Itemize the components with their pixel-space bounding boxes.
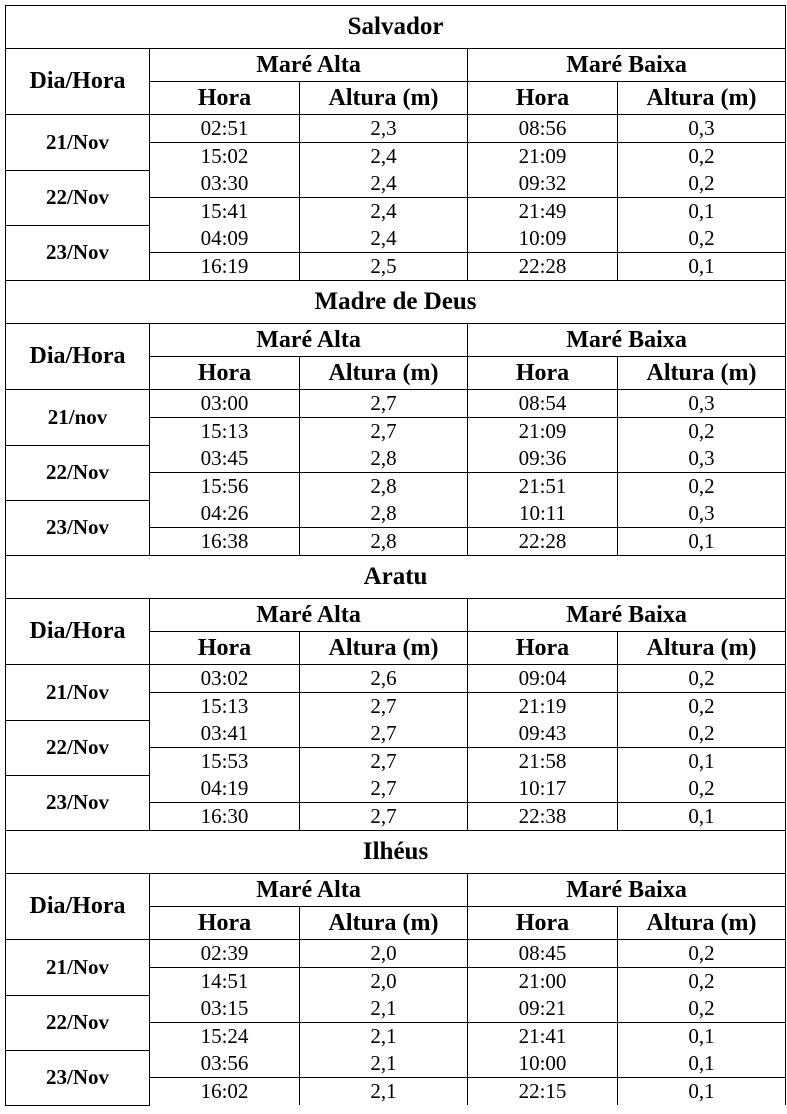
mare-alta-header: Maré Alta [150, 49, 468, 82]
high-tide-height: 2,1 [300, 1078, 468, 1106]
day-cell: 21/Nov [6, 115, 150, 171]
high-tide-time: 04:19 [150, 775, 300, 803]
mare-baixa-header: Maré Baixa [468, 49, 786, 82]
location-title: Madre de Deus [6, 281, 786, 324]
low-tide-time: 10:09 [468, 225, 618, 253]
dia-hora-header: Dia/Hora [6, 874, 150, 940]
low-tide-time: 21:00 [468, 968, 618, 996]
high-tide-time: 03:56 [150, 1050, 300, 1078]
day-cell: 22/Nov [6, 445, 150, 500]
low-tide-height: 0,3 [618, 500, 786, 528]
low-tide-time: 22:38 [468, 803, 618, 831]
low-tide-time: 22:28 [468, 253, 618, 281]
high-tide-time: 15:53 [150, 748, 300, 776]
low-tide-height: 0,2 [618, 720, 786, 748]
high-tide-time: 03:45 [150, 445, 300, 473]
low-tide-time: 22:28 [468, 528, 618, 556]
day-cell: 23/Nov [6, 775, 150, 831]
mare-baixa-header: Maré Baixa [468, 874, 786, 907]
high-tide-time: 03:02 [150, 665, 300, 693]
low-tide-height: 0,1 [618, 1050, 786, 1078]
low-tide-time: 10:00 [468, 1050, 618, 1078]
mare-baixa-header: Maré Baixa [468, 324, 786, 357]
location-title-row [6, 556, 786, 599]
low-tide-time: 21:49 [468, 198, 618, 226]
low-tide-time: 09:21 [468, 995, 618, 1023]
low-tide-time: 21:09 [468, 418, 618, 446]
low-tide-height: 0,2 [618, 143, 786, 171]
altura-header: Altura (m) [300, 82, 468, 115]
high-tide-time: 15:41 [150, 198, 300, 226]
header-row-groups [6, 874, 786, 907]
low-tide-height: 0,2 [618, 995, 786, 1023]
high-tide-height: 2,8 [300, 528, 468, 556]
high-tide-time: 15:56 [150, 473, 300, 501]
day-cell: 22/Nov [6, 170, 150, 225]
day-cell: 23/Nov [6, 225, 150, 281]
altura-header: Altura (m) [618, 632, 786, 665]
high-tide-height: 2,1 [300, 1023, 468, 1051]
low-tide-height: 0,3 [618, 115, 786, 143]
location-title-row [6, 6, 786, 49]
high-tide-height: 2,4 [300, 143, 468, 171]
high-tide-height: 2,5 [300, 253, 468, 281]
high-tide-time: 04:26 [150, 500, 300, 528]
low-tide-height: 0,1 [618, 528, 786, 556]
altura-header: Altura (m) [618, 82, 786, 115]
high-tide-height: 2,8 [300, 445, 468, 473]
low-tide-height: 0,1 [618, 748, 786, 776]
hora-header: Hora [468, 907, 618, 940]
day-cell: 22/Nov [6, 720, 150, 775]
header-row-groups [6, 49, 786, 82]
low-tide-time: 09:43 [468, 720, 618, 748]
low-tide-time: 10:11 [468, 500, 618, 528]
altura-header: Altura (m) [618, 357, 786, 390]
high-tide-height: 2,7 [300, 775, 468, 803]
tide-row [6, 445, 786, 473]
low-tide-time: 08:54 [468, 390, 618, 418]
low-tide-height: 0,1 [618, 253, 786, 281]
high-tide-height: 2,1 [300, 1050, 468, 1078]
tide-row [6, 665, 786, 693]
low-tide-height: 0,1 [618, 1023, 786, 1051]
hora-header: Hora [468, 632, 618, 665]
low-tide-height: 0,2 [618, 968, 786, 996]
high-tide-time: 15:24 [150, 1023, 300, 1051]
tide-table [5, 5, 786, 1106]
header-row-groups [6, 324, 786, 357]
tide-row [6, 995, 786, 1023]
high-tide-height: 2,0 [300, 968, 468, 996]
tide-row [6, 170, 786, 198]
high-tide-time: 15:13 [150, 418, 300, 446]
mare-baixa-header: Maré Baixa [468, 599, 786, 632]
low-tide-time: 21:09 [468, 143, 618, 171]
high-tide-height: 2,3 [300, 115, 468, 143]
low-tide-height: 0,2 [618, 693, 786, 721]
low-tide-time: 09:32 [468, 170, 618, 198]
hora-header: Hora [150, 632, 300, 665]
low-tide-height: 0,2 [618, 418, 786, 446]
mare-alta-header: Maré Alta [150, 324, 468, 357]
high-tide-height: 2,7 [300, 720, 468, 748]
day-cell: 23/Nov [6, 1050, 150, 1105]
high-tide-time: 02:51 [150, 115, 300, 143]
tide-row [6, 775, 786, 803]
low-tide-time: 21:51 [468, 473, 618, 501]
low-tide-height: 0,1 [618, 803, 786, 831]
high-tide-height: 2,6 [300, 665, 468, 693]
low-tide-height: 0,2 [618, 473, 786, 501]
high-tide-time: 16:38 [150, 528, 300, 556]
low-tide-time: 09:04 [468, 665, 618, 693]
dia-hora-header: Dia/Hora [6, 599, 150, 665]
low-tide-height: 0,2 [618, 225, 786, 253]
low-tide-time: 21:58 [468, 748, 618, 776]
high-tide-time: 03:00 [150, 390, 300, 418]
day-cell: 21/Nov [6, 940, 150, 996]
tide-row [6, 225, 786, 253]
high-tide-height: 2,4 [300, 198, 468, 226]
high-tide-time: 16:30 [150, 803, 300, 831]
hora-header: Hora [468, 357, 618, 390]
mare-alta-header: Maré Alta [150, 874, 468, 907]
dia-hora-header: Dia/Hora [6, 324, 150, 390]
high-tide-height: 2,7 [300, 693, 468, 721]
high-tide-time: 14:51 [150, 968, 300, 996]
high-tide-height: 2,7 [300, 803, 468, 831]
high-tide-height: 2,7 [300, 418, 468, 446]
mare-alta-header: Maré Alta [150, 599, 468, 632]
high-tide-height: 2,0 [300, 940, 468, 968]
altura-header: Altura (m) [300, 357, 468, 390]
high-tide-time: 02:39 [150, 940, 300, 968]
high-tide-time: 16:19 [150, 253, 300, 281]
hora-header: Hora [150, 907, 300, 940]
day-cell: 21/nov [6, 390, 150, 446]
low-tide-height: 0,2 [618, 775, 786, 803]
high-tide-height: 2,8 [300, 500, 468, 528]
low-tide-time: 09:36 [468, 445, 618, 473]
day-cell: 23/Nov [6, 500, 150, 556]
high-tide-height: 2,4 [300, 225, 468, 253]
day-cell: 21/Nov [6, 665, 150, 721]
location-title: Salvador [6, 6, 786, 49]
tide-row [6, 115, 786, 143]
high-tide-time: 15:13 [150, 693, 300, 721]
low-tide-time: 08:45 [468, 940, 618, 968]
tide-row [6, 390, 786, 418]
header-row-groups [6, 599, 786, 632]
high-tide-height: 2,4 [300, 170, 468, 198]
altura-header: Altura (m) [618, 907, 786, 940]
high-tide-time: 15:02 [150, 143, 300, 171]
low-tide-height: 0,2 [618, 170, 786, 198]
low-tide-height: 0,3 [618, 445, 786, 473]
low-tide-height: 0,1 [618, 1078, 786, 1106]
low-tide-time: 21:41 [468, 1023, 618, 1051]
hora-header: Hora [150, 357, 300, 390]
tide-row [6, 500, 786, 528]
low-tide-height: 0,3 [618, 390, 786, 418]
low-tide-time: 21:19 [468, 693, 618, 721]
location-title: Aratu [6, 556, 786, 599]
low-tide-time: 08:56 [468, 115, 618, 143]
high-tide-height: 2,7 [300, 390, 468, 418]
high-tide-time: 03:15 [150, 995, 300, 1023]
tide-row [6, 940, 786, 968]
high-tide-time: 03:30 [150, 170, 300, 198]
altura-header: Altura (m) [300, 907, 468, 940]
location-title-row [6, 831, 786, 874]
low-tide-time: 22:15 [468, 1078, 618, 1106]
high-tide-height: 2,8 [300, 473, 468, 501]
location-title-row [6, 281, 786, 324]
low-tide-time: 10:17 [468, 775, 618, 803]
high-tide-time: 04:09 [150, 225, 300, 253]
high-tide-time: 16:02 [150, 1078, 300, 1106]
dia-hora-header: Dia/Hora [6, 49, 150, 115]
low-tide-height: 0,1 [618, 198, 786, 226]
high-tide-height: 2,1 [300, 995, 468, 1023]
altura-header: Altura (m) [300, 632, 468, 665]
high-tide-time: 03:41 [150, 720, 300, 748]
hora-header: Hora [468, 82, 618, 115]
high-tide-height: 2,7 [300, 748, 468, 776]
low-tide-height: 0,2 [618, 665, 786, 693]
tide-row [6, 720, 786, 748]
tide-row [6, 1050, 786, 1078]
hora-header: Hora [150, 82, 300, 115]
day-cell: 22/Nov [6, 995, 150, 1050]
low-tide-height: 0,2 [618, 940, 786, 968]
location-title: Ilhéus [6, 831, 786, 874]
